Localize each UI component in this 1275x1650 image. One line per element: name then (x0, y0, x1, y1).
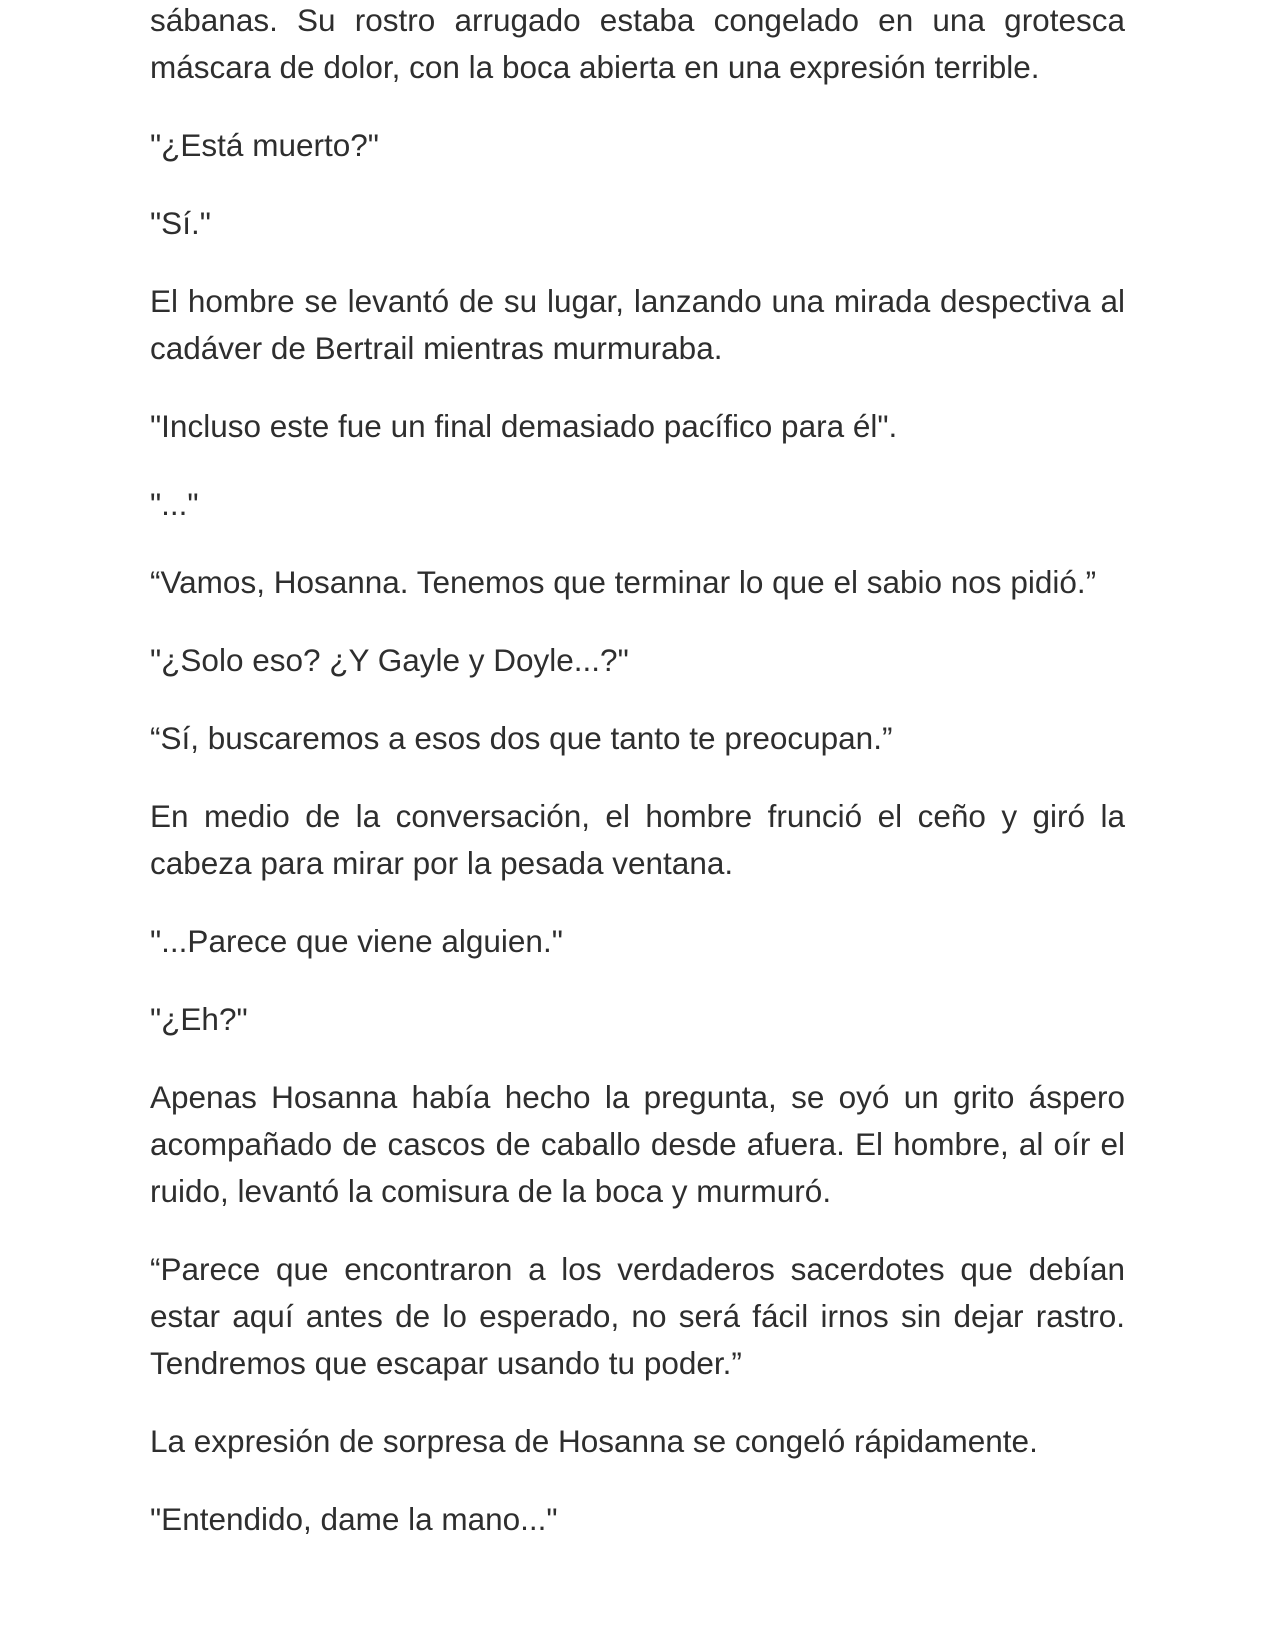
paragraph-6: "..." (150, 486, 199, 522)
paragraph-10: En medio de la conversación, el hombre frunció el ceño y giró la cabeza para mirar por la pesada ventana. (150, 798, 1125, 881)
paragraph-5: "Incluso este fue un final demasiado pacífico para él". (150, 408, 898, 444)
paragraph-9: “Sí, buscaremos a esos dos que tanto te preocupan.” (150, 720, 893, 756)
paragraph-13: Apenas Hosanna había hecho la pregunta, se oyó un grito áspero acompañado de cascos de caballo desde afuera. El hombre, al oír el ruido, levantó la comisura de la boca y murmuró. (150, 1079, 1125, 1209)
paragraph-1: sábanas. Su rostro arrugado estaba congelado en una grotesca máscara de dolor, con la boca abierta en una expresión terrible. (150, 2, 1125, 85)
document-page (150, 0, 1125, 1574)
paragraph-16: "Entendido, dame la mano..." (150, 1501, 558, 1537)
paragraph-15: La expresión de sorpresa de Hosanna se congeló rápidamente. (150, 1423, 1038, 1459)
paragraph-7: “Vamos, Hosanna. Tenemos que terminar lo que el sabio nos pidió.” (150, 564, 1097, 600)
paragraph-2: "¿Está muerto?" (150, 127, 379, 163)
paragraph-8: "¿Solo eso? ¿Y Gayle y Doyle...?" (150, 642, 629, 678)
paragraph-4: El hombre se levantó de su lugar, lanzando una mirada despectiva al cadáver de Bertrail mientras murmuraba. (150, 283, 1125, 366)
paragraph-11: "...Parece que viene alguien." (150, 923, 563, 959)
paragraph-3: "Sí." (150, 205, 211, 241)
paragraph-14: “Parece que encontraron a los verdaderos sacerdotes que debían estar aquí antes de lo esperado, no será fácil irnos sin dejar rastro. Tendremos que escapar usando tu poder.” (150, 1251, 1125, 1381)
paragraph-12: "¿Eh?" (150, 1001, 248, 1037)
